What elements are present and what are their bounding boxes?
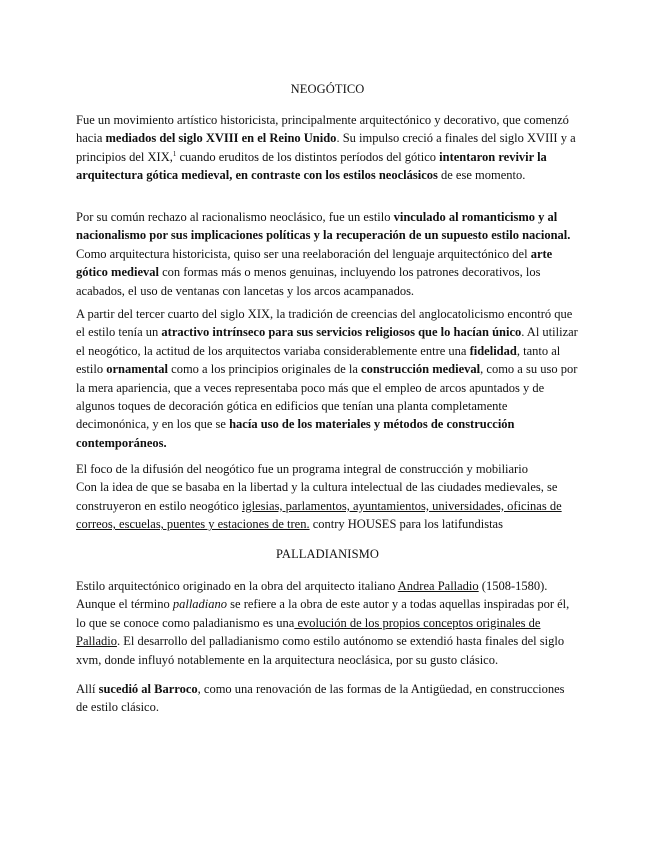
bold-run: construcción medieval: [361, 362, 481, 377]
palladianismo-paragraph-2: [76, 680, 578, 717]
text-run: con formas más o menos genuinas, incluyendo los patrones decorativos, los acabados, el uso de ventanas con lancetas y los arcos acampanados.: [76, 265, 541, 298]
text-run: de ese momento.: [437, 168, 526, 183]
andrea-palladio-link[interactable]: Andrea Palladio: [397, 579, 479, 593]
neogotico-paragraph-1: [76, 111, 578, 185]
text-run: como a los principios originales de la: [168, 362, 362, 377]
text-run: contry HOUSES para los latifundistas: [309, 517, 503, 532]
bold-run: ornamental: [106, 362, 169, 377]
italic-run: palladiano: [172, 597, 228, 612]
text-run: A partir del tercer cuarto del siglo XIX, la tradición de creencias del anglocatolicismo encontró que el estilo tenía un: [76, 307, 573, 340]
bold-run: atractivo intrínseco para sus servicios religiosos que lo hacían único: [161, 325, 522, 340]
neogotico-title: NEOGÓTICO: [290, 82, 365, 96]
palladianismo-title: PALLADIANISMO: [276, 547, 379, 561]
text-run: Como arquitectura historicista, quiso ser una reelaboración del lenguaje arquitectónico del: [76, 246, 531, 261]
palladianismo-paragraph-1: [76, 577, 578, 669]
evolucion-link[interactable]: evolución de los propios conceptos originales de Palladio: [76, 615, 541, 649]
text-run: El foco de la difusión del neogótico fue un programa integral de construcción y mobiliario: [76, 462, 528, 476]
text-run: . Su impulso creció a finales del siglo XVIII y a principios del XIX,: [76, 131, 576, 164]
neogotico-paragraph-3: [76, 305, 578, 452]
text-run: cuando eruditos de los distintos períodos del gótico: [176, 149, 440, 164]
text-run: se refiere a la obra de este autor y a todas aquellas inspiradas por él, lo que se conoce como paladianismo es una: [76, 597, 570, 630]
footnote-ref[interactable]: 1: [172, 149, 177, 158]
bold-run: arte gótico medieval: [76, 246, 553, 280]
text-run: , como a su uso por la mera apariencia, que a veces representaba poco más que el empleo de arcos apuntados y de algunos toques de decoración gótica en edificios que tenían una planta completamente decimonónica, y en los que se: [76, 362, 578, 432]
bold-run: hacía uso de los materiales y métodos de construcción contemporáneos.: [76, 417, 515, 450]
neogotico-paragraph-2: [76, 208, 578, 300]
bold-run: mediados del siglo XVIII en el Reino Unido: [105, 131, 337, 146]
bold-run: vinculado al romanticismo y al nacionalismo por sus implicaciones políticas y la recuperación de un supuesto estilo nacional.: [76, 210, 571, 243]
bold-run: sucedió al Barroco: [98, 682, 198, 696]
text-run: . El desarrollo del palladianismo como estilo autónomo se extendió hasta finales del siglo xvm, donde influyó notablemente en la arquitectura neoclásica, por su gusto clásico.: [76, 634, 565, 667]
text-run: Con la idea de que se basaba en la libertad y la cultura intelectual de las ciudades medievales, se construyeron en estilo neogótico: [76, 480, 558, 513]
bold-run: intentaron revivir la arquitectura gótica medieval, en contraste con los estilos neoclásicos: [76, 149, 547, 183]
text-run: Estilo arquitectónico originado en la obra del arquitecto italiano: [76, 579, 398, 593]
bold-run: fidelidad: [469, 343, 517, 358]
text-run: Fue un movimiento artístico historicista, principalmente arquitectónico y decorativo, que comenzó hacia: [76, 113, 569, 146]
neogotico-paragraph-4: [76, 460, 578, 534]
text-run: Allí: [76, 682, 99, 696]
underlined-link[interactable]: iglesias, parlamentos, ayuntamientos, universidades, oficinas de correos, escuelas, puentes y estaciones de tren.: [76, 498, 562, 532]
text-run: . Al utilizar el neogótico, la actitud de los arquitectos variaba considerablemente entre una: [76, 325, 578, 358]
text-run: (1508-1580). Aunque el término: [76, 579, 548, 612]
text-run: Por su común rechazo al racionalismo neoclásico, fue un estilo: [76, 210, 394, 224]
text-run: , tanto al estilo: [76, 343, 561, 377]
text-run: , como una renovación de las formas de la Antigüedad, en construcciones de estilo clásico.: [76, 682, 565, 715]
